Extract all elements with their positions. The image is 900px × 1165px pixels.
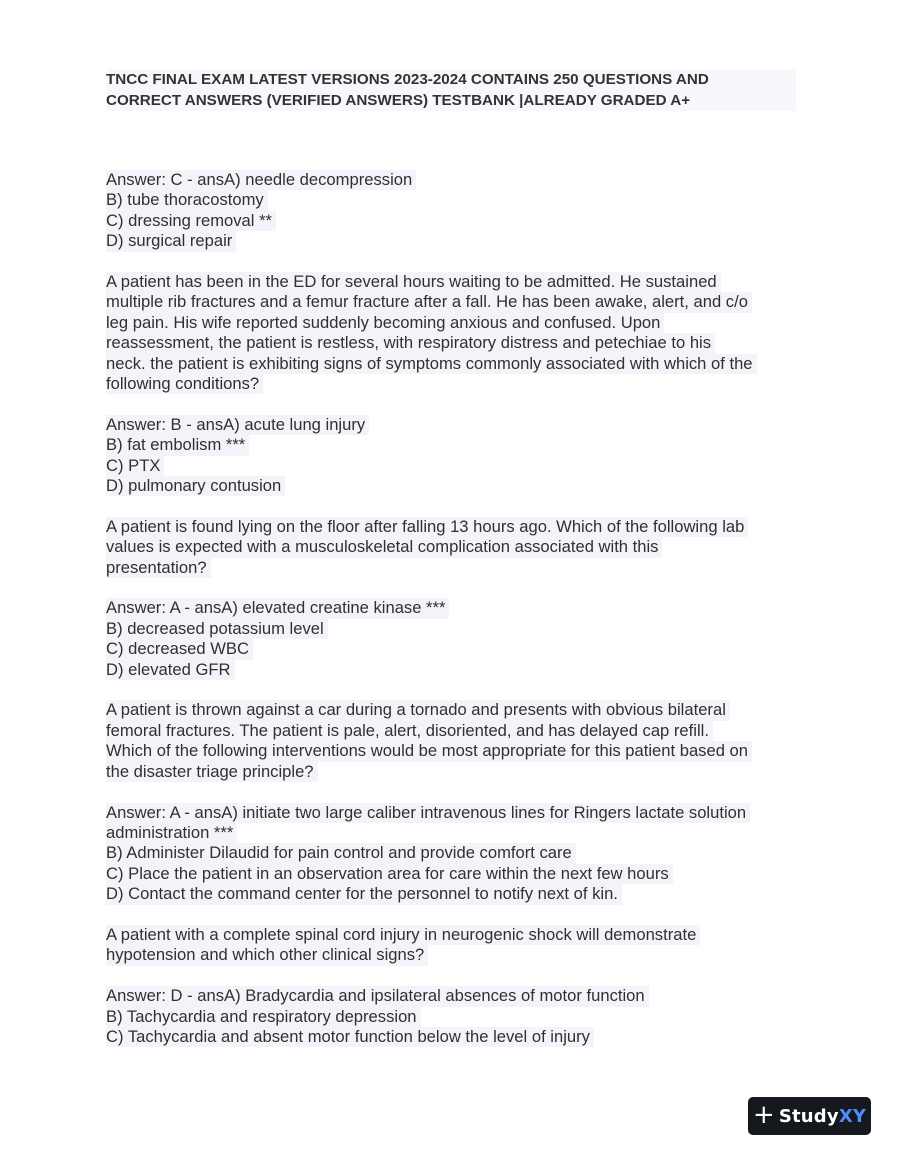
- question-block: [106, 517, 806, 578]
- answer-block: [106, 415, 806, 497]
- question-line: [106, 537, 806, 557]
- answer-line: [106, 598, 806, 618]
- question-line: [106, 517, 806, 537]
- question-block: [106, 272, 806, 394]
- answer-line: [106, 619, 806, 639]
- answer-block: [106, 803, 806, 905]
- line-text: multiple rib fractures and a femur fracture after a fall. He has been awake, alert, and c/o: [106, 292, 752, 312]
- answer-line: [106, 211, 806, 231]
- line-text: B) Tachycardia and respiratory depression: [106, 1007, 421, 1027]
- line-text: Answer: D - ansA) Bradycardia and ipsilateral absences of motor function: [106, 986, 649, 1006]
- studyxy-logo[interactable]: [748, 1097, 871, 1135]
- question-line: [106, 558, 806, 578]
- question-line: [106, 721, 806, 741]
- answer-line: [106, 170, 806, 190]
- answer-line: [106, 456, 806, 476]
- logo-text-accent: XY: [838, 1105, 867, 1127]
- line-text: Answer: A - ansA) elevated creatine kinase ***: [106, 598, 449, 618]
- line-text: A patient with a complete spinal cord injury in neurogenic shock will demonstrate: [106, 925, 700, 945]
- line-text: B) tube thoracostomy: [106, 190, 268, 210]
- answer-line: [106, 476, 806, 496]
- question-line: [106, 762, 806, 782]
- line-text: Answer: A - ansA) initiate two large caliber intravenous lines for Ringers lactate solution: [106, 803, 750, 823]
- line-text: hypotension and which other clinical signs?: [106, 945, 428, 965]
- document-body: [106, 170, 806, 1068]
- answer-line: [106, 864, 806, 884]
- answer-block: [106, 598, 806, 680]
- answer-line: [106, 986, 806, 1006]
- line-text: reassessment, the patient is restless, with respiratory distress and petechiae to his: [106, 333, 715, 353]
- title-line: TNCC FINAL EXAM LATEST VERSIONS 2023-2024 CONTAINS 250 QUESTIONS AND: [106, 71, 709, 88]
- question-line: [106, 741, 806, 761]
- question-line: [106, 333, 806, 353]
- answer-line: [106, 660, 806, 680]
- line-text: C) PTX: [106, 456, 164, 476]
- question-line: [106, 700, 806, 720]
- question-line: [106, 945, 806, 965]
- question-line: [106, 925, 806, 945]
- line-text: Answer: C - ansA) needle decompression: [106, 170, 416, 190]
- line-text: D) pulmonary contusion: [106, 476, 285, 496]
- logo-text-main: Study: [778, 1105, 839, 1127]
- answer-line: [106, 843, 806, 863]
- answer-block: [106, 170, 806, 252]
- line-text: D) Contact the command center for the personnel to notify next of kin.: [106, 884, 622, 904]
- plus-icon: +: [752, 1099, 775, 1130]
- answer-line: [106, 435, 806, 455]
- line-text: B) decreased potassium level: [106, 619, 328, 639]
- answer-line: [106, 190, 806, 210]
- line-text: neck. the patient is exhibiting signs of symptoms commonly associated with which of the: [106, 354, 757, 374]
- line-text: femoral fractures. The patient is pale, alert, disoriented, and has delayed cap refill.: [106, 721, 713, 741]
- line-text: C) decreased WBC: [106, 639, 253, 659]
- question-line: [106, 313, 806, 333]
- answer-line: [106, 639, 806, 659]
- line-text: the disaster triage principle?: [106, 762, 318, 782]
- question-line: [106, 354, 806, 374]
- answer-line: [106, 231, 806, 251]
- question-block: [106, 700, 806, 782]
- line-text: Which of the following interventions would be most appropriate for this patient based on: [106, 741, 752, 761]
- line-text: C) Place the patient in an observation area for care within the next few hours: [106, 864, 673, 884]
- line-text: C) Tachycardia and absent motor function below the level of injury: [106, 1027, 594, 1047]
- document-title: [106, 69, 796, 111]
- line-text: values is expected with a musculoskeletal complication associated with this: [106, 537, 662, 557]
- answer-line: [106, 884, 806, 904]
- answer-block: [106, 986, 806, 1047]
- answer-line: [106, 1007, 806, 1027]
- answer-line: [106, 1027, 806, 1047]
- answer-line: [106, 823, 806, 843]
- line-text: Answer: B - ansA) acute lung injury: [106, 415, 369, 435]
- title-line: CORRECT ANSWERS (VERIFIED ANSWERS) TESTBANK |ALREADY GRADED A+: [106, 92, 691, 109]
- line-text: C) dressing removal **: [106, 211, 276, 231]
- line-text: leg pain. His wife reported suddenly becoming anxious and confused. Upon: [106, 313, 664, 333]
- question-line: [106, 374, 806, 394]
- line-text: following conditions?: [106, 374, 263, 394]
- line-text: A patient is found lying on the floor after falling 13 hours ago. Which of the following lab: [106, 517, 748, 537]
- line-text: D) elevated GFR: [106, 660, 235, 680]
- line-text: B) Administer Dilaudid for pain control and provide comfort care: [106, 843, 576, 863]
- line-text: administration ***: [106, 823, 237, 843]
- question-line: [106, 292, 806, 312]
- question-block: [106, 925, 806, 966]
- line-text: presentation?: [106, 558, 211, 578]
- line-text: D) surgical repair: [106, 231, 236, 251]
- question-line: [106, 272, 806, 292]
- answer-line: [106, 415, 806, 435]
- line-text: A patient has been in the ED for several hours waiting to be admitted. He sustained: [106, 272, 721, 292]
- line-text: A patient is thrown against a car during a tornado and presents with obvious bilateral: [106, 700, 730, 720]
- answer-line: [106, 803, 806, 823]
- line-text: B) fat embolism ***: [106, 435, 249, 455]
